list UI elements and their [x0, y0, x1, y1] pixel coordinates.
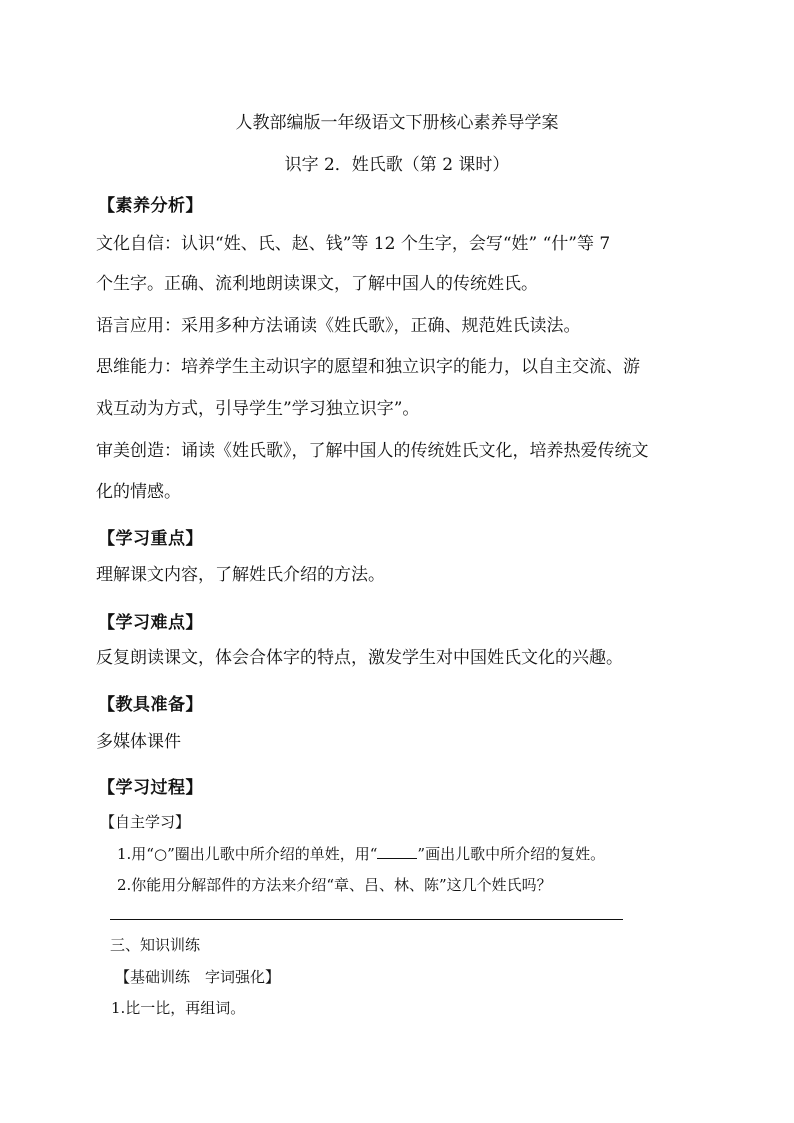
section-heading-focus: 【学习重点】: [98, 529, 203, 549]
literacy-thinking-line-1: 思维能力：培养学生主动识字的愿望和独立识字的能力，以自主交流、游: [96, 357, 640, 377]
training-heading: 三、知识训练: [110, 936, 201, 954]
section-heading-difficulty: 【学习难点】: [98, 613, 203, 633]
self-study-heading: 【自主学习】: [100, 813, 191, 831]
question-1-part-2: ”画出儿歌中所介绍的复姓。: [417, 845, 606, 863]
focus-text: 理解课文内容，了解姓氏介绍的方法。: [96, 565, 385, 585]
literacy-language: 语言应用：采用多种方法诵读《姓氏歌》，正确、规范姓氏读法。: [96, 316, 581, 336]
answer-line: [110, 919, 623, 920]
section-heading-literacy: 【素养分析】: [98, 196, 203, 216]
section-heading-process: 【学习过程】: [98, 778, 203, 798]
section-heading-prep: 【教具准备】: [98, 695, 203, 715]
lesson-subtitle: 识字 2．姓氏歌（第 2 课时）: [284, 155, 510, 175]
literacy-culture-line-2: 个生字。正确、流利地朗读课文，了解中国人的传统姓氏。: [96, 274, 538, 294]
literacy-aesthetic-line-1: 审美创造：诵读《姓氏歌》，了解中国人的传统姓氏文化，培养热爱传统文: [96, 441, 649, 461]
difficulty-text: 反复朗读课文，体会合体字的特点，激发学生对中国姓氏文化的兴趣。: [96, 648, 623, 668]
literacy-culture-line-1: 文化自信：认识“姓、氏、赵、钱”等 12 个生字，会写“姓” “什”等 7: [96, 234, 611, 254]
document-title: 人教部编版一年级语文下册核心素养导学案: [235, 113, 559, 133]
prep-text: 多媒体课件: [96, 732, 181, 752]
answer-blank-line: [377, 846, 417, 859]
question-2: 2.你能用分解部件的方法来介绍“章、吕、林、陈”这几个姓氏吗？: [117, 876, 552, 894]
literacy-thinking-line-2: 戏互动为方式，引导学生”学习独立识字”。: [96, 399, 420, 419]
basic-training-heading: 【基础训练 字词强化】: [115, 968, 281, 986]
literacy-aesthetic-line-2: 化的情感。: [96, 482, 181, 502]
question-1: [117, 843, 605, 864]
question-1-part-1: 1.用“○”圈出儿歌中所介绍的单姓，用“: [117, 845, 378, 863]
training-item-1: 1.比一比，再组词。: [111, 999, 246, 1017]
